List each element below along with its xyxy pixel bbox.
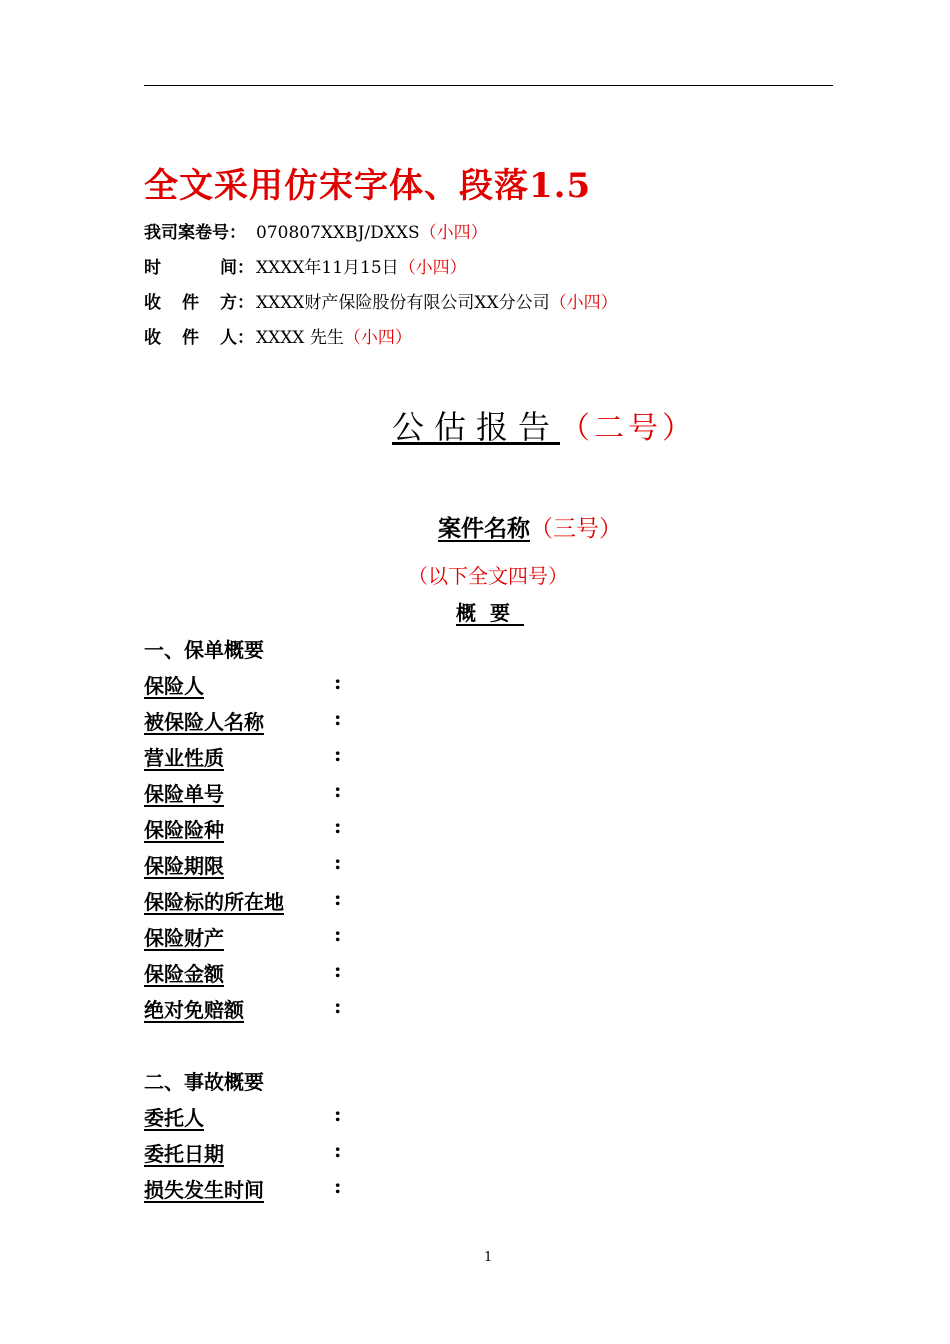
field-colon: : <box>334 670 342 694</box>
field-row <box>144 1102 342 1132</box>
field-row <box>144 742 342 772</box>
case-title-text: 案件名称 <box>438 515 530 542</box>
section1-title: 一、保单概要 <box>144 638 264 662</box>
meta-note: （小四） <box>343 328 412 348</box>
field-label: 委托人 <box>144 1106 204 1130</box>
field-row <box>144 1174 342 1204</box>
field-row <box>144 670 342 700</box>
field-label: 委托日期 <box>144 1142 224 1166</box>
field-row <box>144 850 342 880</box>
meta-label-part: 方： <box>220 293 254 313</box>
field-colon: : <box>334 1138 342 1162</box>
field-label: 绝对免赔额 <box>144 998 244 1022</box>
field-row <box>144 922 342 952</box>
header-rule <box>144 85 833 86</box>
meta-recipient-person <box>144 327 412 349</box>
meta-label <box>144 292 256 314</box>
field-label: 营业性质 <box>144 746 224 770</box>
page-number: 1 <box>484 1250 493 1265</box>
meta-label-part: 件 <box>182 328 199 348</box>
field-row <box>144 778 342 808</box>
field-colon: : <box>334 994 342 1018</box>
field-colon: : <box>334 886 342 910</box>
meta-label-part: 间： <box>220 258 254 278</box>
field-colon: : <box>334 742 342 766</box>
meta-value: XXXX财产保险股份有限公司XX分公司 <box>256 293 550 313</box>
meta-value: XXXX年11月15日 <box>256 258 399 278</box>
field-row <box>144 994 342 1024</box>
meta-label-part: 时 <box>144 258 161 278</box>
meta-label-part: 收 <box>144 328 161 348</box>
field-label: 保险单号 <box>144 782 224 806</box>
field-colon: : <box>334 922 342 946</box>
field-label: 保险标的所在地 <box>144 890 284 914</box>
meta-label-part: 人： <box>220 328 254 348</box>
case-title <box>438 510 622 543</box>
meta-note: （小四） <box>398 258 467 278</box>
field-label: 保险期限 <box>144 854 224 878</box>
field-label: 保险人 <box>144 674 204 698</box>
field-row <box>144 814 342 844</box>
report-title-text: 公估报告 <box>392 408 561 446</box>
field-colon: : <box>334 778 342 802</box>
field-label: 保险金额 <box>144 962 224 986</box>
field-label: 保险险种 <box>144 818 224 842</box>
document-heading: 全文采用仿宋字体、段落1.5 <box>144 166 592 206</box>
field-colon: : <box>334 814 342 838</box>
case-title-note: （三号） <box>530 516 622 542</box>
field-row <box>144 958 342 988</box>
meta-value: XXXX 先生 <box>256 328 344 348</box>
body-font-note: （以下全文四号） <box>408 564 568 588</box>
meta-label: 我司案卷号： <box>144 223 246 243</box>
summary-title: 概要 <box>456 601 524 625</box>
meta-case-number <box>144 222 488 244</box>
meta-recipient-company <box>144 292 618 314</box>
field-row <box>144 886 342 916</box>
meta-label <box>144 327 256 349</box>
field-colon: : <box>334 1174 342 1198</box>
field-colon: : <box>334 958 342 982</box>
report-title <box>392 402 696 448</box>
field-label: 保险财产 <box>144 926 224 950</box>
field-label: 损失发生时间 <box>144 1178 264 1202</box>
field-row <box>144 1138 342 1168</box>
meta-time <box>144 257 467 279</box>
meta-label <box>144 257 256 279</box>
meta-note: （小四） <box>549 293 618 313</box>
meta-value: 070807XXBJ/DXXS <box>256 223 420 243</box>
field-label: 被保险人名称 <box>144 710 264 734</box>
section2-title: 二、事故概要 <box>144 1070 264 1094</box>
meta-label-part: 件 <box>182 293 199 313</box>
field-colon: : <box>334 706 342 730</box>
meta-label-part: 收 <box>144 293 161 313</box>
field-colon: : <box>334 1102 342 1126</box>
meta-note: （小四） <box>419 223 488 243</box>
field-colon: : <box>334 850 342 874</box>
field-row <box>144 706 342 736</box>
report-title-note: （二号） <box>560 411 697 446</box>
